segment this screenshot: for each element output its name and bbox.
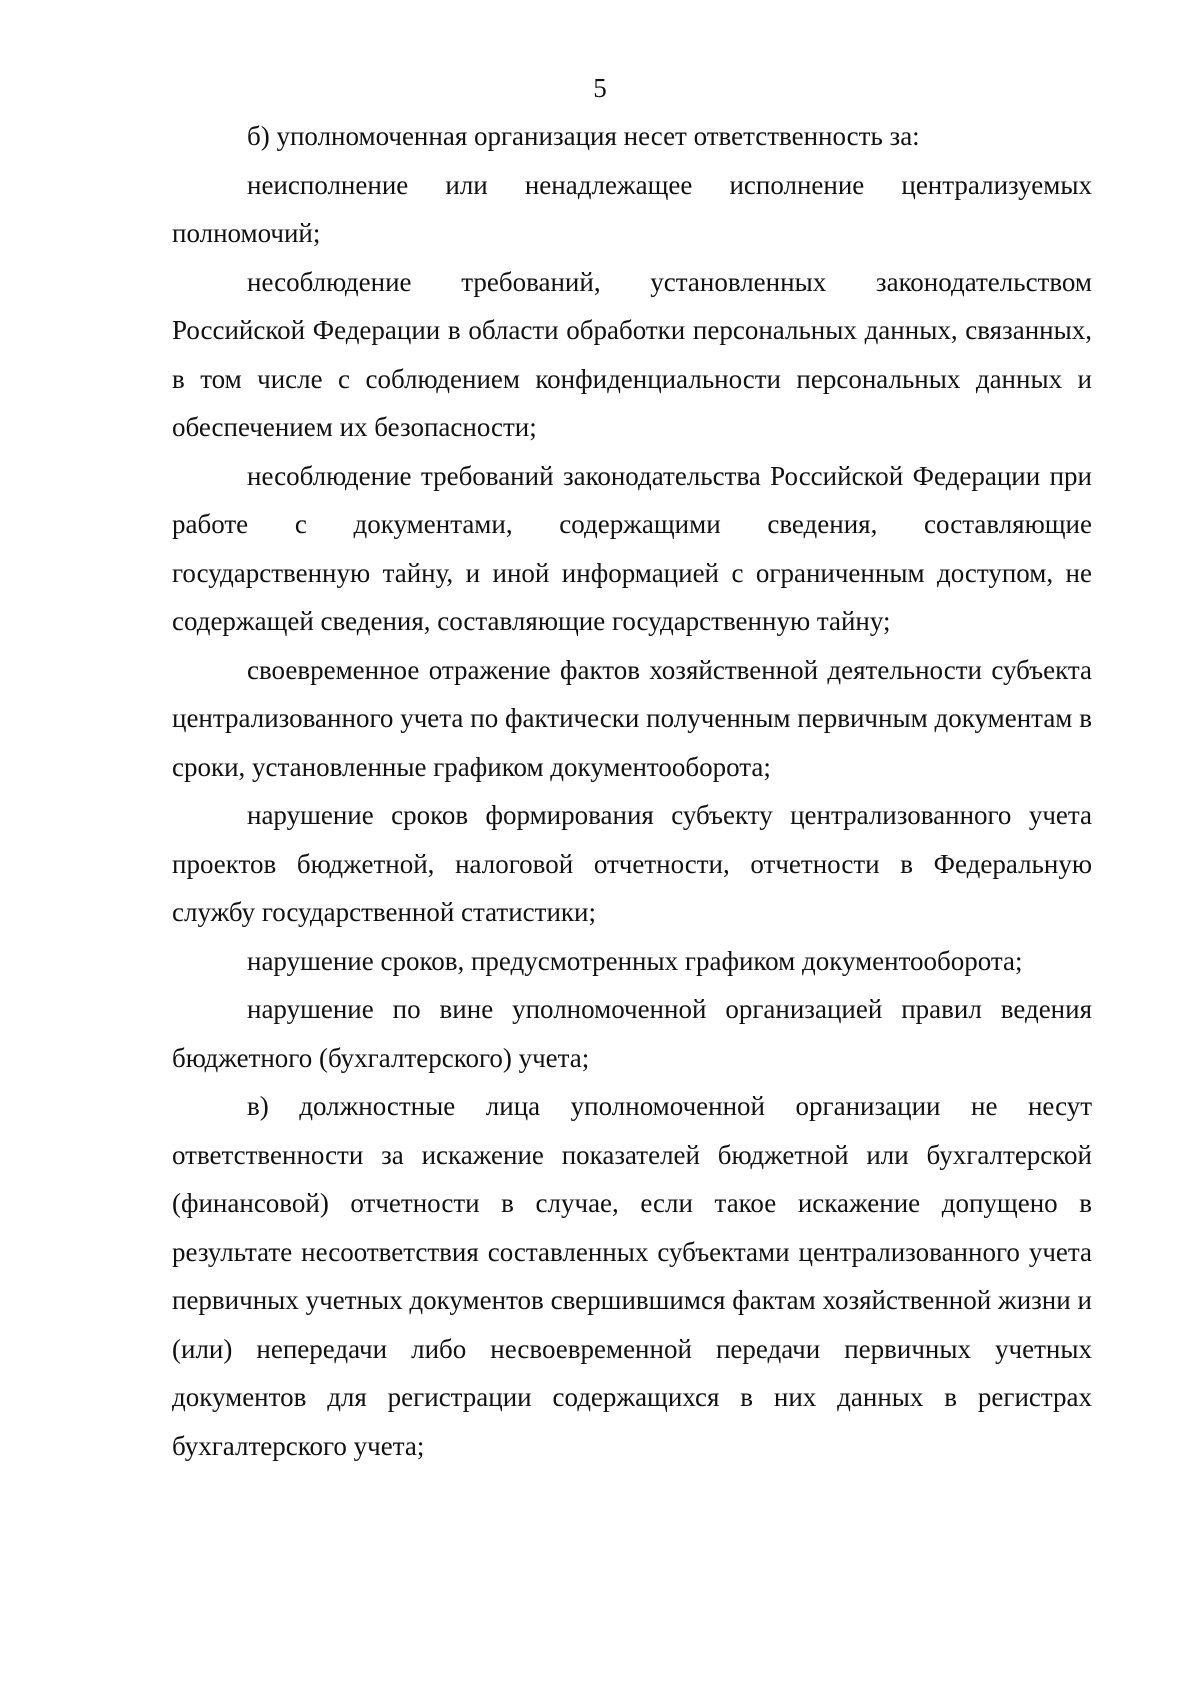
paragraph: нарушение сроков формирования субъекту централизованного учета проектов бюджетной, налоговой отчетности, отчетности в Федеральную службу государственной статистики; xyxy=(172,800,1092,927)
document-body xyxy=(172,112,1092,1470)
paragraph: несоблюдение требований, установленных законодательством Российской Федерации в области обработки персональных данных, связанных, в том числе с соблюдением конфиденциальности персональных данных и обеспечением их безопасности; xyxy=(172,266,1092,442)
paragraph: своевременное отражение фактов хозяйственной деятельности субъекта централизованного учета по фактически полученным первичным документам в сроки, установленные графиком документооборота; xyxy=(172,654,1092,782)
paragraph: в) должностные лица уполномоченной организации не несут ответственности за искажение показателей бюджетной или бухгалтерской (финансовой) отчетности в случае, если такое искажение допущено в результате несоответствия составленных субъектами централизованного учета первичных учетных документов свершившимся фактам хозяйственной жизни и (или) непередачи либо несвоевременной передачи первичных учетных документов для регистрации содержащихся в них данных в регистрах бухгалтерского учета; xyxy=(172,1091,1092,1461)
paragraph: неисполнение или ненадлежащее исполнение централизуемых полномочий; xyxy=(172,169,1092,248)
paragraph: несоблюдение требований законодательства Российской Федерации при работе с документами, содержащими сведения, составляющие государственную тайну, и иной информацией с ограниченным доступом, не содержащей сведения, составляющие государственную тайну; xyxy=(172,460,1092,636)
paragraph: нарушение по вине уполномоченной организацией правил ведения бюджетного (бухгалтерского) учета; xyxy=(172,994,1092,1073)
paragraph: нарушение сроков, предусмотренных графиком документооборота; xyxy=(247,945,1023,976)
paragraph: б) уполномоченная организация несет ответственность за: xyxy=(247,121,920,151)
page-number: 5 xyxy=(593,73,607,103)
